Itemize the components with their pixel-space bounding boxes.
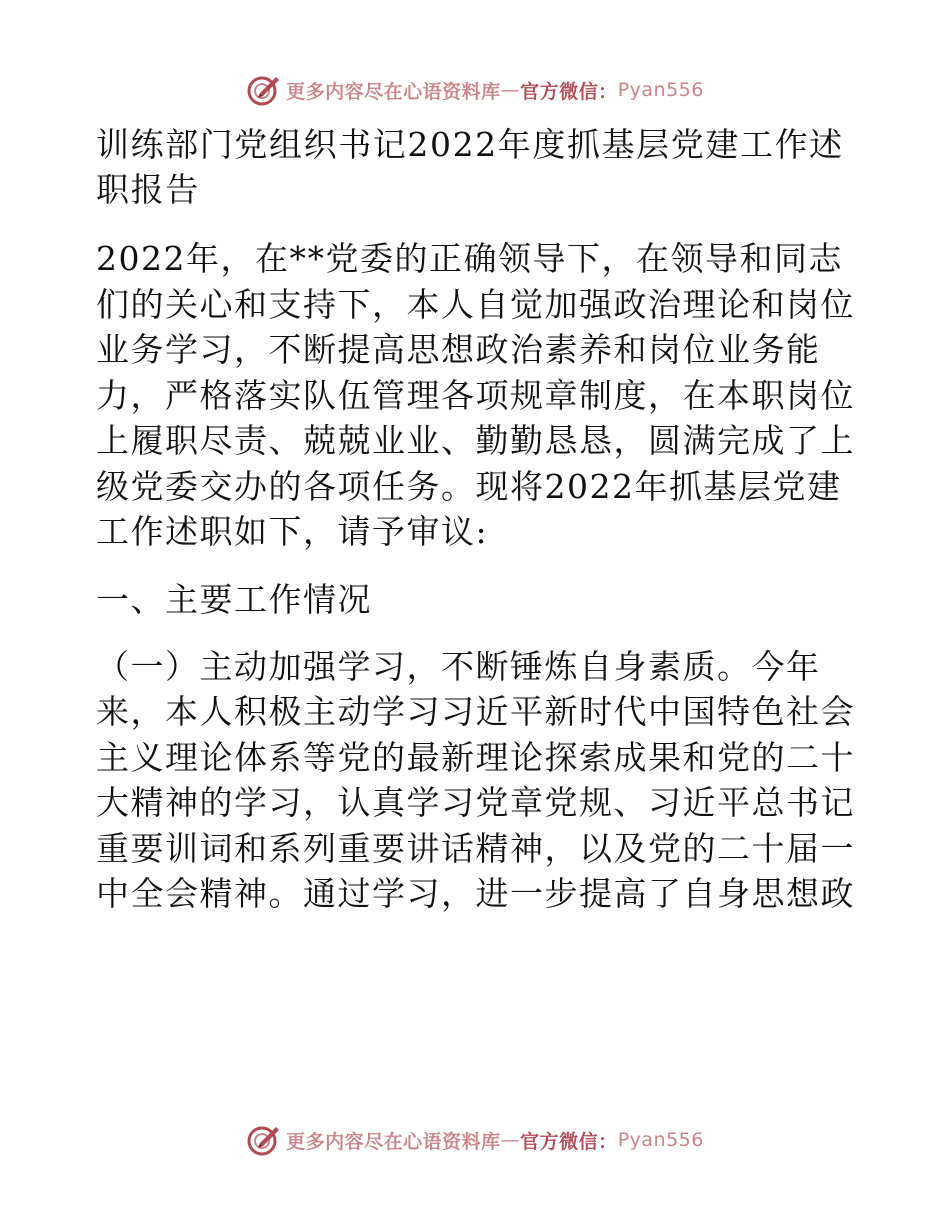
pen-logo-icon — [246, 73, 280, 107]
intro-paragraph: 2022年，在**党委的正确领导下，在领导和同志们的关心和支持下，本人自觉加强政治理论和岗位业务学习，不断提高思想政治素养和岗位业务能力，严格落实队伍管理各项规章制度，在本职岗位上履职尽责、兢兢业业、勤勤恳恳，圆满完成了上级党委交办的各项任务。现将2022年抓基层党建工作述职如下，请予审议: — [96, 239, 855, 551]
watermark-sub-text: 官方微信： — [520, 80, 618, 103]
watermark-header — [0, 70, 950, 110]
section-heading: 一、主要工作情况 — [96, 579, 372, 619]
document-title: 训练部门党组织书记2022年度抓基层党建工作述职报告 — [96, 125, 844, 209]
pen-logo-icon — [246, 1123, 280, 1157]
watermark-main-text: 更多内容尽在心语资料库 — [286, 1130, 501, 1153]
document-body — [96, 122, 856, 939]
watermark-main-text: 更多内容尽在心语资料库 — [286, 80, 501, 103]
watermark-dash: — — [500, 79, 521, 101]
watermark-wechat-id: Pyan556 — [617, 79, 704, 101]
watermark-footer — [0, 1120, 950, 1160]
subsection-paragraph: （一）主动加强学习，不断锤炼自身素质。今年来，本人积极主动学习习近平新时代中国特色社会主义理论体系等党的最新理论探索成果和党的二十大精神的学习，认真学习党章党规、习近平总书记重要训词和系列重要讲话精神，以及党的二十届一中全会精神。通过学习，进一步提高了自身思想政 — [96, 646, 855, 913]
watermark-wechat-id: Pyan556 — [617, 1129, 704, 1151]
watermark-dash: — — [500, 1129, 521, 1151]
watermark-sub-text: 官方微信： — [520, 1130, 618, 1153]
